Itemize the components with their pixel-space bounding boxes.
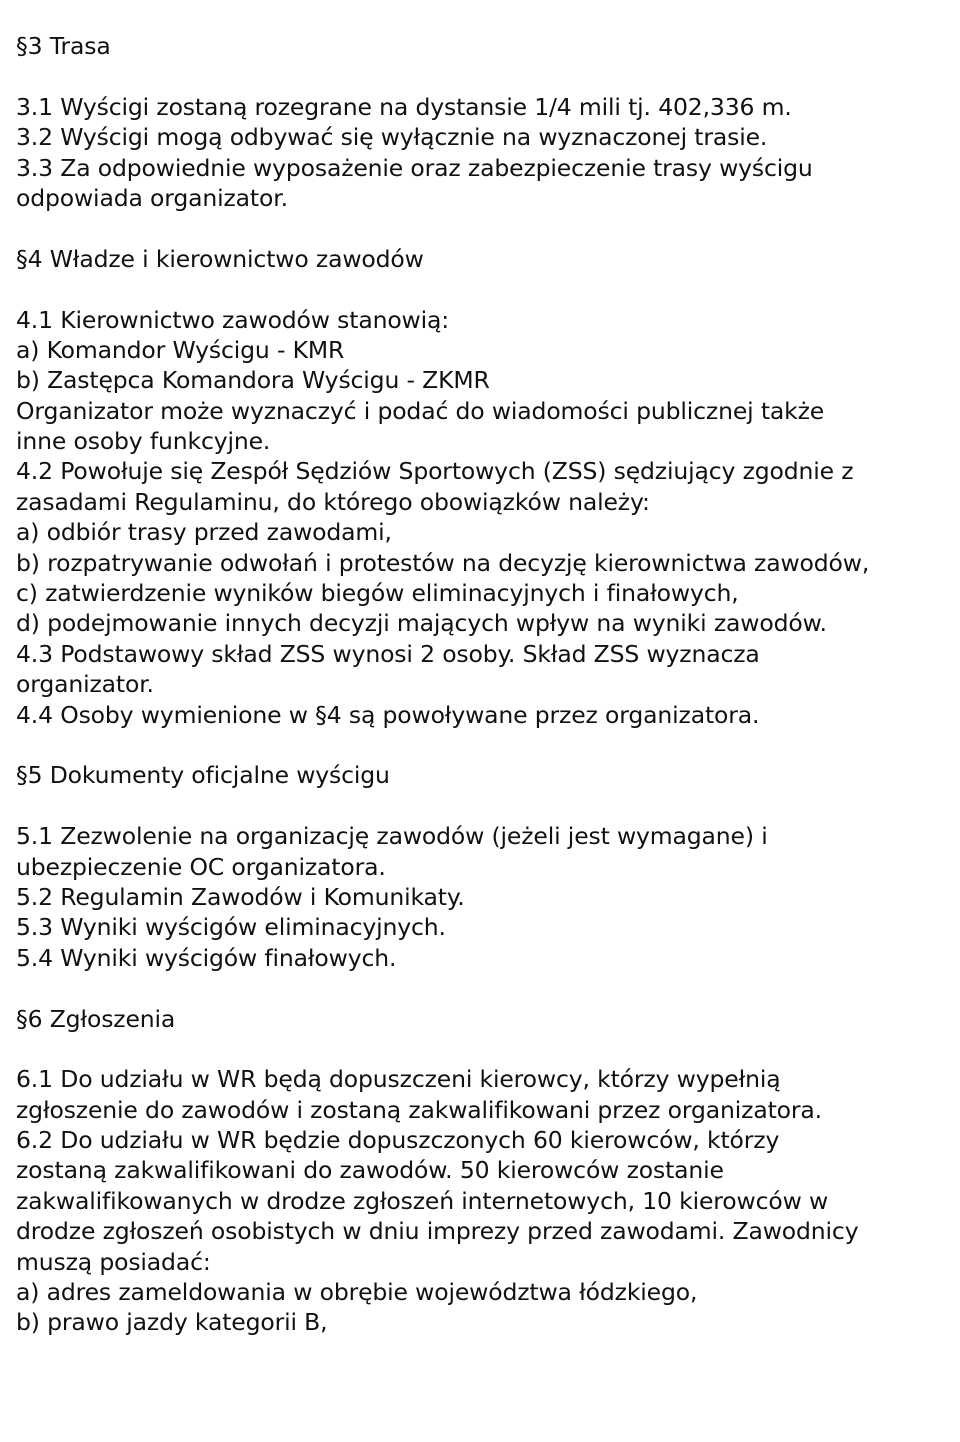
paragraph-line: 3.2 Wyścigi mogą odbywać się wyłącznie na wyznaczonej trasie. [16, 123, 768, 152]
paragraph-line: 4.4 Osoby wymienione w §4 są powoływane przez organizatora. [16, 700, 760, 729]
paragraph-line: c) zatwierdzenie wyników biegów eliminacyjnych i finałowych, [16, 579, 739, 608]
section-heading: §5 Dokumenty oficjalne wyścigu [16, 761, 390, 790]
paragraph-line: 6.2 Do udziału w WR będzie dopuszczonych 60 kierowców, którzy [16, 1126, 780, 1155]
section-heading: §6 Zgłoszenia [16, 1004, 176, 1033]
paragraph-line: 5.3 Wyniki wyścigów eliminacyjnych. [16, 913, 446, 942]
paragraph-line: Organizator może wyznaczyć i podać do wiadomości publicznej także [16, 396, 825, 425]
paragraph-line: odpowiada organizator. [16, 183, 288, 212]
paragraph-line: ubezpieczenie OC organizatora. [16, 852, 386, 881]
section-heading: §3 Trasa [16, 32, 111, 60]
paragraph-line: 4.1 Kierownictwo zawodów stanowią: [16, 305, 450, 334]
paragraph-line: zgłoszenie do zawodów i zostaną zakwalifikowani przez organizatora. [16, 1095, 822, 1124]
paragraph-line: zakwalifikowanych w drodze zgłoszeń internetowych, 10 kierowców w [16, 1186, 829, 1215]
paragraph-line: zostaną zakwalifikowani do zawodów. 50 kierowców zostanie [16, 1156, 724, 1185]
paragraph-line: a) odbiór trasy przed zawodami, [16, 518, 392, 547]
paragraph-line: b) Zastępca Komandora Wyścigu - ZKMR [16, 366, 490, 395]
paragraph-line: zasadami Regulaminu, do którego obowiązków należy: [16, 487, 650, 516]
paragraph-line: a) Komandor Wyścigu - KMR [16, 335, 345, 364]
paragraph-line: inne osoby funkcyjne. [16, 427, 271, 456]
paragraph-line: 5.2 Regulamin Zawodów i Komunikaty. [16, 882, 465, 911]
section-heading: §4 Władze i kierownictwo zawodów [16, 244, 424, 273]
paragraph-line: d) podejmowanie innych decyzji mających wpływ na wyniki zawodów. [16, 609, 827, 638]
paragraph-line: drodze zgłoszeń osobistych w dniu imprezy przed zawodami. Zawodnicy [16, 1217, 859, 1246]
paragraph-line: organizator. [16, 670, 154, 699]
paragraph-line: 6.1 Do udziału w WR będą dopuszczeni kierowcy, którzy wypełnią [16, 1065, 781, 1094]
section-5 [16, 760, 951, 973]
paragraph-line: 3.1 Wyścigi zostaną rozegrane na dystansie 1/4 mili tj. 402,336 m. [16, 92, 792, 121]
paragraph-line: muszą posiadać: [16, 1247, 211, 1276]
paragraph-line: 4.3 Podstawowy skład ZSS wynosi 2 osoby. Skład ZSS wyznacza [16, 639, 760, 668]
section-4 [16, 244, 951, 730]
section-6 [16, 1004, 951, 1338]
paragraph-line: a) adres zameldowania w obrębie województwa łódzkiego, [16, 1278, 698, 1307]
paragraph-line: 5.1 Zezwolenie na organizację zawodów (jeżeli jest wymagane) i [16, 822, 768, 851]
paragraph-line: b) rozpatrywanie odwołań i protestów na decyzję kierownictwa zawodów, [16, 548, 870, 577]
paragraph-line: 4.2 Powołuje się Zespół Sędziów Sportowych (ZSS) sędziujący zgodnie z [16, 457, 854, 486]
document-page [16, 31, 951, 1338]
paragraph-line: b) prawo jazdy kategorii B, [16, 1308, 328, 1337]
paragraph-line: 3.3 Za odpowiednie wyposażenie oraz zabezpieczenie trasy wyścigu [16, 153, 813, 182]
paragraph-line: 5.4 Wyniki wyścigów finałowych. [16, 943, 397, 972]
section-3 [16, 31, 951, 213]
